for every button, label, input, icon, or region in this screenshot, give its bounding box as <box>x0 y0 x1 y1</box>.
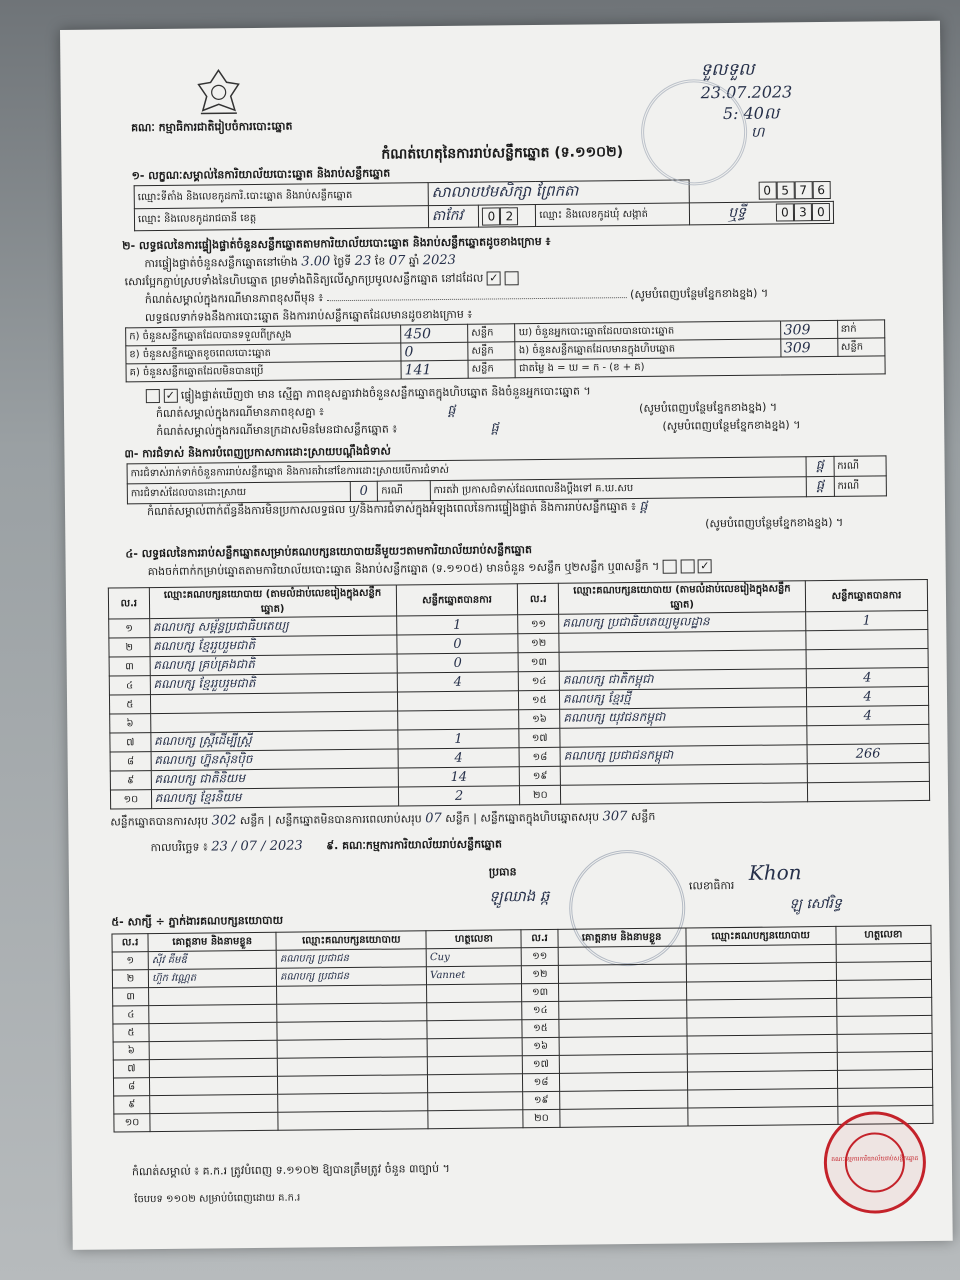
witness-signature <box>837 1069 932 1088</box>
party-votes <box>806 648 928 668</box>
ballot-count-table <box>125 319 886 382</box>
party-votes: 1 <box>397 729 519 749</box>
unit: សន្លឹក <box>239 813 265 828</box>
station-label: ឈ្មោះទីតាំង និងលេខកូដការិ.បោះឆ្នោត និងរាប់សន្លឹកឆ្នោត <box>134 183 428 209</box>
sheets-2-checkbox[interactable] <box>680 559 694 573</box>
col-votes: សន្លឹកឆ្នោតបានការ <box>805 579 927 611</box>
witness-party <box>277 985 427 1005</box>
witness-name <box>559 1072 687 1091</box>
row-no: ១២ <box>522 965 558 983</box>
row-no: ១៩ <box>520 766 561 785</box>
col-name: គោត្តនាម និងនាមខ្លួន <box>558 928 686 947</box>
witness-name <box>558 982 686 1001</box>
witness-name <box>149 1040 277 1059</box>
row-no: ១៦ <box>519 709 560 728</box>
footer-note: កំណត់សម្គាល់ ៖ គ.ក.រ ត្រូវបំពេញ ទ.១១០២ ឱ្យបានត្រឹមត្រូវ ចំនួន ៣ច្បាប់ ។ <box>131 1161 450 1179</box>
row-no: ១១ <box>522 947 558 965</box>
code-cell: 0 <box>758 181 776 199</box>
witness-signature <box>837 1015 932 1034</box>
document-sheet <box>60 21 953 1250</box>
objection-label: ការជំទាស់រាក់ទាក់ចំនួនការរាប់សន្លឹកឆ្នោត និងការតវ៉ានៅខែការដោះស្រាយបើការជំទាស់ <box>127 457 806 484</box>
diff-note-line <box>145 287 768 308</box>
row-no: ១៤ <box>522 1001 558 1019</box>
seal-line <box>125 271 519 289</box>
note-b-label: កំណត់សម្គាល់ក្នុងករណីមានក្រដាសមិនមែនជាសន្លឹកឆ្នោត ៖ <box>156 422 398 439</box>
official-red-stamp <box>823 1111 926 1214</box>
witness-signature: Vannet <box>427 966 522 985</box>
day-label: ថ្ងៃទី <box>333 254 352 269</box>
objection-unit: ករណី <box>834 456 887 477</box>
diff-note-fill: (សូមបំពេញបន្ថែមខ្នែកខាងខ្នង) ។ <box>630 286 769 302</box>
witness-party: គណបក្ស ប្រជាជន <box>277 967 427 987</box>
party-name <box>561 783 808 805</box>
dotted-line <box>327 297 627 301</box>
row-no: ៦ <box>110 714 151 733</box>
witness-party <box>688 1106 838 1126</box>
witness-name <box>150 1094 278 1113</box>
row-no: ៩ <box>114 1096 150 1114</box>
witness-name <box>559 1054 687 1073</box>
party-votes: 0 <box>397 653 519 673</box>
row-no: ១២ <box>518 633 559 652</box>
row-no: ១ <box>112 952 148 970</box>
party-votes: 4 <box>397 672 519 692</box>
total-invalid: 07 <box>425 811 442 827</box>
compare-line <box>146 384 591 403</box>
party-name <box>560 764 807 786</box>
note-b-line <box>156 418 800 439</box>
party-votes: 4 <box>806 667 928 687</box>
witness-party <box>277 1057 427 1077</box>
witness-party <box>278 1111 428 1131</box>
code-cell: 6 <box>812 181 830 199</box>
witness-name <box>559 1090 687 1109</box>
party-votes <box>806 629 928 649</box>
commune-cell <box>689 201 834 225</box>
witness-signature <box>837 1051 932 1070</box>
station-value: សាលាបឋមសិក្សា ព្រែកតា <box>428 180 689 206</box>
witness-name <box>558 1018 686 1037</box>
date-line <box>150 837 502 855</box>
row-no: ១១ <box>518 614 559 633</box>
party-name: គណបក្ស ស្ត្រីដើម្បីស្ត្រី <box>150 730 397 752</box>
code-cell: 2 <box>500 207 518 225</box>
compare-text: ផ្ទៀងផ្ទាត់ឃើញថា មាន ស្មើគ្នា ភាពខុសគ្នារវាងចំនួនសន្លឹកឆ្នោតក្នុងហិបឆ្នោត និងចំនួនអ្នកបោះឆ្នោត ។ <box>180 384 591 402</box>
received-label: ទួលទួល <box>700 59 755 81</box>
row-value: 0 <box>401 342 468 361</box>
party-name: គណបក្ស ជាតិនិយម <box>151 768 398 790</box>
party-name <box>559 650 806 672</box>
witness-party <box>686 944 836 964</box>
row-no: ២០ <box>523 1109 559 1127</box>
date-label: កាលបរិច្ឆេទ ៖ <box>150 840 208 855</box>
received-stamp-faded <box>641 79 748 186</box>
witness-party <box>687 1052 837 1072</box>
col-sign: ហត្ថលេខា <box>836 925 931 944</box>
witness-party <box>687 1016 837 1036</box>
total-box: 307 <box>602 809 628 825</box>
seal-line-text: សោរប្អែកភ្ជាប់ស្របទាំងនៃហិបឆ្នោត ព្រមទាំងពិនិត្យលើស្លាកប្រមូលសន្លឹកឆ្នោត នៅដដែល <box>124 271 484 289</box>
row-no: ១៨ <box>523 1073 559 1091</box>
received-time: 5: 40ល <box>722 103 780 124</box>
total-valid-label: សន្លឹកឆ្នោតបានការសរុប <box>110 814 209 829</box>
party-name <box>560 726 807 748</box>
witness-signature <box>428 1110 523 1129</box>
col-no: ល.រ <box>112 934 148 952</box>
row-no: ២០ <box>520 785 561 804</box>
party-name: គណបក្ស ខ្មែររួបរួមជាតិ <box>149 635 396 657</box>
col-party: ឈ្មោះគណបក្សនយោបាយ <box>686 926 836 946</box>
row-label: ជាតម្លៃ ង = ឃ = ក - (ខ + គ) <box>515 356 885 378</box>
witness-signature <box>427 984 522 1003</box>
col-no: ល.រ <box>521 929 557 947</box>
code-cell: 3 <box>794 203 812 221</box>
party-results-table <box>108 579 930 810</box>
col-party: ឈ្មោះគណបក្សនយោបាយ (តាមលំដាប់លេខរៀងក្នុងសន្លឹកឆ្នោត) <box>149 585 396 619</box>
witness-signature <box>427 1002 522 1021</box>
secretary-signature: Khon <box>748 860 802 885</box>
results-intro: លទ្ធផលទាក់ទងនឹងការបោះឆ្នោត និងការរាប់សន្លឹកឆ្នោតដែលមានដូចខាងក្រោម ៖ <box>144 307 473 325</box>
col-party: ឈ្មោះគណបក្សនយោបាយ (តាមលំដាប់លេខរៀងក្នុងសន្លឹកឆ្នោត) <box>558 581 805 615</box>
party-name: គណបក្ស ជាតិកម្ពុជា <box>559 669 806 691</box>
row-no: ៨ <box>113 1078 149 1096</box>
objection-value: ផ្ដ <box>806 456 834 476</box>
section4-line-text: គាងចក់ពាក់កម្រាប់ឆ្នោតតាមការិយាល័យបោះឆ្នោត និងរាប់សន្លឹកឆ្នោត (ទ.១១០៥) មានចំនួន ១សន្លឹក ឬ២សន្លឹក ឬ៣សន្លឹក ។ <box>147 559 660 579</box>
row-label: ឃ) ចំនួនអ្នកបោះឆ្នោតដែលបានបោះឆ្នោត <box>515 321 780 342</box>
row-value: 450 <box>401 324 468 343</box>
code-cell: 0 <box>776 203 794 221</box>
row-no: ១ <box>109 619 150 638</box>
row-no: ១៥ <box>522 1019 558 1037</box>
month-value: 07 <box>388 253 406 269</box>
district-code <box>479 205 536 228</box>
witness-name <box>558 946 686 965</box>
note-a-label: កំណត់សម្គាល់ក្នុងករណីមានភាពខុសគ្នា ៖ <box>155 405 324 421</box>
station-table <box>134 178 834 231</box>
row-no: ១៣ <box>519 652 560 671</box>
witness-name <box>558 964 686 983</box>
party-name: គណបក្ស ប្រជាធិបតេយ្យមូលដ្ឋាន <box>559 612 806 634</box>
witness-name <box>149 1004 277 1023</box>
appeal-label: ការតវ៉ា ប្រកាសជំទាស់ដែលពេលនឹងប្ដឹងទៅ គ.ឃ.សប <box>430 477 806 501</box>
form-title: កំណត់ហេតុនៃការរាប់សន្លឹកឆ្នោត (ទ.១១០២) <box>381 144 624 163</box>
equal-checkbox[interactable] <box>146 389 160 403</box>
row-value: 309 <box>780 338 837 357</box>
diff-note-label: កំណត់សម្គាល់ក្នុងករណីមានភាពខុសពីមុន ៖ <box>144 291 324 307</box>
party-votes: 4 <box>807 705 929 725</box>
party-votes: 2 <box>398 786 520 806</box>
party-name: គណបក្ស សម្ព័ន្ធប្រជាធិបតេយ្យ <box>149 616 396 638</box>
secretary-label: លេខាធិការ <box>688 878 735 893</box>
note-b-fill: (សូមបំពេញបន្ថែមខ្នែកខាងខ្នង) ។ <box>662 418 801 433</box>
row-no: ៦ <box>113 1042 149 1060</box>
section2-title: ២- លទ្ធផលនៃការផ្ទៀងផ្ទាត់ចំនួនសន្លឹកឆ្នោតតាមការិយាល័យបោះឆ្នោត និងរាប់សន្លឹកឆ្នោតដូចខាងក្រោម ៖ <box>122 234 551 253</box>
party-name: គណបក្ស ខ្មែរនិយម <box>151 787 398 809</box>
witness-signature <box>836 997 931 1016</box>
received-date: 23.07.2023 <box>700 82 793 103</box>
objection-table <box>127 455 887 504</box>
seal-checkbox-other[interactable] <box>504 271 518 285</box>
total-box-label: សន្លឹកឆ្នោតក្នុងហិបឆ្នោតសរុប <box>480 810 600 825</box>
witness-party <box>687 1088 837 1108</box>
row-no: ១៧ <box>523 1055 559 1073</box>
witness-signature <box>428 1092 523 1111</box>
witness-name <box>150 1112 278 1131</box>
witness-name <box>149 1022 277 1041</box>
witness-party <box>277 1021 427 1041</box>
note-a-hw: ផ្ដ <box>447 402 456 418</box>
witness-party <box>687 1070 837 1090</box>
row-unit: នាក់ <box>837 320 885 338</box>
witness-party: គណបក្ស ប្រជាជន <box>276 949 426 969</box>
seal-checkbox[interactable]: ✓ <box>487 271 501 285</box>
appeal-unit: ករណី <box>834 476 887 497</box>
party-votes <box>807 724 929 744</box>
row-no: ១០ <box>114 1114 150 1132</box>
row-no: ៣ <box>109 657 150 676</box>
sheets-1-checkbox[interactable] <box>663 560 677 574</box>
col-votes: សន្លឹកឆ្នោតបានការ <box>396 584 518 616</box>
section1-title: ១- លក្ខណៈសម្គាល់នៃការិយាល័យបោះឆ្នោត និងរាប់សន្លឹកឆ្នោត <box>131 166 391 183</box>
district-label: ឈ្មោះ និងលេខកូដរាជធានី ខេត្ត <box>134 206 428 231</box>
unit: សន្លឹក <box>445 811 470 826</box>
witness-signature <box>837 1033 932 1052</box>
row-label: ង) ចំនួនសន្លឹកឆ្នោតដែលមានក្នុងហិបឆ្នោត <box>515 339 780 360</box>
row-label: ខ) ចំនួនសន្លឹកឆ្នោតខូចពេលបោះឆ្នោត <box>126 343 401 364</box>
party-votes <box>807 762 929 782</box>
witness-party <box>278 1075 428 1095</box>
day-value: 23 <box>354 253 372 269</box>
row-no: ៧ <box>113 1060 149 1078</box>
row-no: ៩ <box>110 771 151 790</box>
section4-line <box>148 559 712 579</box>
row-no: ៧ <box>110 733 151 752</box>
witness-signature <box>428 1074 523 1093</box>
row-no: ១៧ <box>519 728 560 747</box>
party-name <box>559 631 806 653</box>
party-votes: 0 <box>396 634 518 654</box>
row-no: ១៦ <box>523 1037 559 1055</box>
party-name: គណបក្ស ហ្វ៊ុនស៊ិនប៉ិច <box>151 749 398 771</box>
party-votes: 1 <box>396 615 518 635</box>
col-sign: ហត្ថលេខា <box>426 930 521 949</box>
party-name: គណបក្ស ខ្មែររួបរួមជាតិ <box>150 673 397 695</box>
date-value: 23 / 07 / 2023 <box>211 838 303 855</box>
party-name <box>150 692 397 714</box>
witness-signature <box>837 1087 932 1106</box>
witness-signature <box>427 1020 522 1039</box>
witness-signature <box>836 961 931 980</box>
total-valid: 302 <box>211 813 237 829</box>
code-cell: 0 <box>812 203 830 221</box>
party-name <box>150 711 397 733</box>
row-label: ក) ចំនួនសន្លឹកឆ្នោតដែលបានទទួលពីក្រសួង <box>126 325 401 346</box>
time-value: 3.00 <box>301 254 331 270</box>
unit: សន្លឹក <box>630 809 656 824</box>
witness-name <box>559 1108 687 1127</box>
witness-signature: Cuy <box>426 948 521 967</box>
witness-name: ស៊ីវ គឹមឌី <box>148 950 276 969</box>
witness-signature <box>427 1038 522 1057</box>
row-unit: សន្លឹក <box>468 324 516 342</box>
form-number: ចែបបទ ១១០២ សម្រាប់បំពេញដោយ គ.ក.រ <box>134 1192 301 1206</box>
year-label: ឆ្នាំ <box>408 254 420 268</box>
row-no: ៥ <box>109 695 150 714</box>
resolved-unit: ករណី <box>378 481 430 502</box>
month-label: ខែ <box>374 254 386 268</box>
district-value: តាកែវ <box>428 205 479 228</box>
row-no: ៤ <box>109 676 150 695</box>
row-no: ១៩ <box>523 1091 559 1109</box>
witness-name <box>150 1076 278 1095</box>
row-no: ១៤ <box>519 671 560 690</box>
resolved-label: ការជំទាស់ដែលបានដោះស្រាយ <box>127 481 350 503</box>
row-no: ៣ <box>113 988 149 1006</box>
witness-party <box>686 962 836 982</box>
row-unit: សន្លឹក <box>468 360 516 378</box>
commune-value: ឬទ្ធី <box>728 204 747 222</box>
commune-label: ឈ្មោះ និងលេខកូដឃុំ សង្កាត់ <box>536 203 690 227</box>
row-value: 141 <box>401 360 468 379</box>
row-no: ៤ <box>113 1006 149 1024</box>
witness-party <box>686 980 836 1000</box>
witness-name <box>558 1000 686 1019</box>
col-name: គោត្តនាម និងនាមខ្លួន <box>148 932 276 951</box>
row-no: ២ <box>112 970 148 988</box>
party-name: គណបក្ស យុវជនកម្ពុជា <box>560 707 807 729</box>
secretary-name: ឡូ សៅរិទ្ធ <box>789 895 842 913</box>
time-label: ការផ្ទៀងផ្ទាត់ចំនួនសន្លឹកឆ្នោតនៅម៉ោង <box>144 255 298 271</box>
note-a-line <box>156 401 777 422</box>
witness-name <box>149 1058 277 1077</box>
party-votes: 14 <box>398 767 520 787</box>
committee-name: គណៈ កម្មាធិការជាតិរៀបចំការបោះឆ្នោត <box>130 119 293 135</box>
witness-signature <box>427 1056 522 1075</box>
section3-note-fill: (សូមបំពេញបន្ថែមខ្នែកខាងខ្នង) ។ <box>705 515 844 531</box>
section3-note-hw: ផ្ដ <box>639 498 648 514</box>
witness-signature <box>836 979 931 998</box>
section5-title: ៥- សាក្សី ÷ ភ្នាក់ងារគណបក្សនយោបាយ <box>111 913 284 929</box>
witness-party <box>277 1003 427 1023</box>
verify-time-line <box>144 254 456 271</box>
emblem-icon <box>190 66 247 117</box>
code-cell: 0 <box>482 207 500 225</box>
party-votes: 1 <box>806 610 928 630</box>
row-no: ៨ <box>110 752 151 771</box>
row-no: ១៨ <box>520 747 561 766</box>
party-name: គណបក្ស ខ្មែរថ្មី <box>560 688 807 710</box>
witness-party <box>686 998 836 1018</box>
party-name: គណបក្ស គ្រប់គ្រងជាតិ <box>150 654 397 676</box>
witness-party <box>278 1093 428 1113</box>
row-no: ១៣ <box>522 983 558 1001</box>
section4-title: ៤- លទ្ធផលនៃការរាប់សន្លឹកឆ្នោតសម្រាប់គណបក្សនយោបាយនីមួយៗតាមការិយាល័យរាប់សន្លឹកឆ្នោត <box>125 543 533 561</box>
row-no: ២ <box>109 638 150 657</box>
section3-title: ៣- ការជំទាស់ និងការបំពេញប្រកាសការដោះស្រាយបណ្តឹងជំទាស់ <box>124 444 391 461</box>
row-no: ៥ <box>113 1024 149 1042</box>
witness-signature <box>836 943 931 962</box>
totals-line: សន្លឹកឆ្នោតបានការសរុប 302 សន្លឹក | សន្លឹកឆ្នោតមិនបានការពេលរាប់សរុប 07 សន្លឹក | សន្លឹកឆ្នោតក្នុងហិបឆ្នោតសរុប 307 សន្លឹក <box>110 809 656 829</box>
row-label: គ) ចំនួនសន្លឹកឆ្នោតដែលមិនបានប្រើ <box>126 361 401 382</box>
witness-name <box>559 1036 687 1055</box>
diff-checkbox[interactable]: ✓ <box>163 389 177 403</box>
party-votes: 266 <box>807 743 929 763</box>
stamp-text: គណៈកម្មការការិយាល័យរាប់សន្លឹកឆ្នោត <box>831 1155 919 1163</box>
party-votes: 4 <box>398 748 520 768</box>
col-party: ឈ្មោះគណបក្សនយោបាយ <box>276 931 426 951</box>
party-votes: 4 <box>806 686 928 706</box>
note-b-hw: ផ្ដ <box>490 420 499 436</box>
witness-table <box>111 925 933 1133</box>
row-unit: សន្លឹក <box>837 338 885 356</box>
section3-note-text: កំណត់សម្គាល់ពាក់ព័ន្ធនឹងការមិនប្រកាសលទ្ធផល ឬ/និងការជំទាស់ក្នុងអំឡុងពេលនៃការផ្ទៀងផ្ទាត់ និងការរាប់សន្លឹកឆ្នោត ៖ <box>146 499 636 519</box>
col-no: ល.រ <box>518 583 559 614</box>
chair-label: ប្រធាន <box>488 865 517 879</box>
committee-label: ៩. គណៈកម្មការការិយាល័យរាប់សន្លឹកឆ្នោត <box>326 837 503 853</box>
party-name: គណបក្ស ប្រជាជនកម្ពុជា <box>560 745 807 767</box>
chair-signature: ឡូឈាង ឆ្ក <box>489 886 550 906</box>
total-invalid-label: សន្លឹកឆ្នោតមិនបានការពេលរាប់សរុប <box>274 812 422 827</box>
code-cell: 5 <box>776 181 794 199</box>
col-no: ល.រ <box>108 588 149 619</box>
row-unit: សន្លឹក <box>468 342 516 360</box>
party-votes <box>397 691 519 711</box>
note-a-fill: (សូមបំពេញបន្ថែមខ្នែកខាងខ្នង) ។ <box>639 400 778 415</box>
received-signature: ហ <box>751 124 765 141</box>
witness-name <box>149 986 277 1005</box>
year-value: 2023 <box>422 252 456 269</box>
sheets-3-checkbox[interactable]: ✓ <box>698 559 712 573</box>
resolved-value: 0 <box>350 481 378 501</box>
witness-party <box>687 1034 837 1054</box>
party-votes <box>397 710 519 730</box>
appeal-value: ផ្ដ <box>806 476 834 496</box>
witness-party <box>277 1039 427 1059</box>
code-cell: 7 <box>794 181 812 199</box>
party-votes <box>807 781 929 801</box>
witness-name: ហ៊ួក វណ្ណេត <box>148 968 276 987</box>
row-no: ១០ <box>110 790 151 809</box>
row-no: ១៥ <box>519 690 560 709</box>
row-value: 309 <box>780 320 837 339</box>
